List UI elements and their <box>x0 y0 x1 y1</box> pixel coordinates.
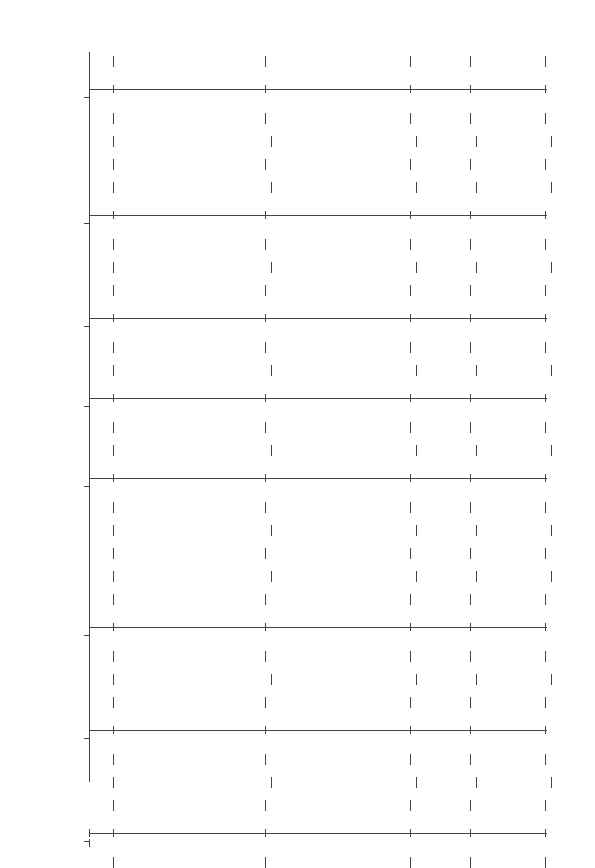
row-separator <box>89 318 547 319</box>
cell-border <box>271 365 272 376</box>
separator-tick <box>470 394 471 402</box>
cell-border <box>113 262 114 273</box>
cell-border <box>416 777 417 788</box>
cell-border <box>551 182 552 193</box>
cell-border <box>265 800 266 811</box>
cell-border <box>410 548 411 559</box>
cell-border <box>416 674 417 685</box>
separator-tick <box>113 474 114 482</box>
cell-border <box>113 651 114 662</box>
cell-border <box>545 502 546 513</box>
separator-tick <box>410 726 411 734</box>
separator-tick <box>410 474 411 482</box>
cell-border <box>416 262 417 273</box>
cell-border <box>470 159 471 170</box>
cell-border <box>265 754 266 765</box>
cell-border <box>271 777 272 788</box>
separator-tick <box>89 726 90 734</box>
cell-border <box>265 285 266 296</box>
separator-tick <box>89 211 90 219</box>
cell-border <box>271 136 272 147</box>
cell-border <box>410 342 411 353</box>
cell-border <box>265 422 266 433</box>
separator-tick <box>265 394 266 402</box>
separator-tick <box>470 829 471 837</box>
separator-tick <box>545 394 546 402</box>
cell-border <box>113 136 114 147</box>
cell-border <box>265 239 266 250</box>
cell-border <box>551 525 552 536</box>
cell-border <box>271 445 272 456</box>
cell-border <box>470 651 471 662</box>
cell-border <box>470 800 471 811</box>
cell-border <box>545 548 546 559</box>
cell-border <box>416 182 417 193</box>
cell-border <box>545 56 546 67</box>
cell-border <box>113 285 114 296</box>
cell-border <box>476 445 477 456</box>
cell-border <box>416 365 417 376</box>
separator-tick <box>470 211 471 219</box>
row-separator <box>89 215 547 216</box>
separator-corner-tick <box>89 839 90 847</box>
cell-border <box>545 159 546 170</box>
cell-border <box>271 674 272 685</box>
cell-border <box>410 239 411 250</box>
row-separator <box>89 833 547 834</box>
cell-border <box>113 182 114 193</box>
cell-border <box>410 754 411 765</box>
cell-border <box>551 777 552 788</box>
separator-tick <box>265 829 266 837</box>
separator-tick <box>89 85 90 93</box>
cell-border <box>545 422 546 433</box>
cell-border <box>545 800 546 811</box>
cell-border <box>410 697 411 708</box>
cell-border <box>113 525 114 536</box>
cell-border <box>113 697 114 708</box>
cell-border <box>113 674 114 685</box>
cell-border <box>551 674 552 685</box>
separator-tick <box>113 829 114 837</box>
separator-tick <box>470 623 471 631</box>
cell-border <box>545 342 546 353</box>
row-separator <box>89 89 547 90</box>
cell-border <box>265 342 266 353</box>
cell-border <box>470 342 471 353</box>
cell-border <box>476 777 477 788</box>
separator-tick <box>545 314 546 322</box>
cell-border <box>545 594 546 605</box>
cell-border <box>476 365 477 376</box>
separator-tick <box>410 85 411 93</box>
separator-tick <box>89 314 90 322</box>
separator-tick <box>545 726 546 734</box>
cell-border <box>271 571 272 582</box>
cell-border <box>470 113 471 124</box>
cell-border <box>551 365 552 376</box>
cell-border <box>410 159 411 170</box>
separator-tick <box>410 829 411 837</box>
cell-border <box>476 525 477 536</box>
separator-tick <box>470 85 471 93</box>
separator-tick <box>113 211 114 219</box>
separator-tick <box>410 394 411 402</box>
separator-tick <box>410 211 411 219</box>
cell-border <box>470 285 471 296</box>
separator-corner-tick <box>89 633 90 641</box>
separator-tick <box>470 474 471 482</box>
cell-border <box>113 571 114 582</box>
cell-border <box>551 571 552 582</box>
cell-border <box>470 857 471 868</box>
cell-border <box>113 445 114 456</box>
cell-border <box>113 422 114 433</box>
cell-border <box>545 285 546 296</box>
separator-tick <box>89 829 90 837</box>
separator-tick <box>265 85 266 93</box>
cell-border <box>410 285 411 296</box>
cell-border <box>265 502 266 513</box>
cell-border <box>265 113 266 124</box>
separator-tick <box>545 474 546 482</box>
separator-tick <box>89 474 90 482</box>
separator-corner-tick <box>89 484 90 492</box>
cell-border <box>416 136 417 147</box>
separator-tick <box>265 623 266 631</box>
cell-border <box>416 445 417 456</box>
cell-border <box>470 754 471 765</box>
separator-tick <box>410 623 411 631</box>
separator-corner-tick <box>89 736 90 744</box>
cell-border <box>545 857 546 868</box>
separator-tick <box>545 829 546 837</box>
cell-border <box>416 525 417 536</box>
separator-corner-tick <box>89 95 90 103</box>
separator-tick <box>113 394 114 402</box>
cell-border <box>545 239 546 250</box>
cell-border <box>545 697 546 708</box>
separator-corner-tick <box>89 324 90 332</box>
cell-border <box>265 56 266 67</box>
separator-tick <box>113 623 114 631</box>
separator-tick <box>410 314 411 322</box>
cell-border <box>470 502 471 513</box>
cell-border <box>416 571 417 582</box>
cell-border <box>271 182 272 193</box>
separator-tick <box>265 474 266 482</box>
cell-border <box>113 754 114 765</box>
cell-border <box>410 594 411 605</box>
separator-tick <box>545 85 546 93</box>
separator-tick <box>265 211 266 219</box>
cell-border <box>551 136 552 147</box>
cell-border <box>265 697 266 708</box>
cell-border <box>113 239 114 250</box>
cell-border <box>476 674 477 685</box>
row-separator <box>89 730 547 731</box>
cell-border <box>113 113 114 124</box>
cell-border <box>410 502 411 513</box>
separator-tick <box>470 314 471 322</box>
cell-border <box>476 136 477 147</box>
separator-tick <box>113 85 114 93</box>
cell-border <box>271 525 272 536</box>
cell-border <box>113 159 114 170</box>
cell-border <box>551 445 552 456</box>
separator-tick <box>89 394 90 402</box>
row-separator <box>89 478 547 479</box>
cell-border <box>410 113 411 124</box>
cell-border <box>113 502 114 513</box>
cell-border <box>410 800 411 811</box>
separator-tick <box>545 211 546 219</box>
cell-border <box>113 548 114 559</box>
separator-tick <box>265 726 266 734</box>
cell-border <box>265 159 266 170</box>
cell-border <box>410 56 411 67</box>
cell-border <box>113 800 114 811</box>
row-separator <box>89 398 547 399</box>
cell-border <box>470 56 471 67</box>
cell-border <box>265 594 266 605</box>
cell-border <box>476 182 477 193</box>
separator-corner-tick <box>89 404 90 412</box>
cell-border <box>551 262 552 273</box>
separator-tick <box>545 623 546 631</box>
cell-border <box>410 651 411 662</box>
cell-border <box>470 239 471 250</box>
cell-border <box>410 422 411 433</box>
cell-border <box>265 651 266 662</box>
separator-tick <box>470 726 471 734</box>
cell-border <box>113 56 114 67</box>
cell-border <box>545 113 546 124</box>
cell-border <box>470 422 471 433</box>
cell-border <box>113 857 114 868</box>
cell-border <box>410 857 411 868</box>
cell-border <box>271 262 272 273</box>
cell-border <box>476 262 477 273</box>
separator-tick <box>113 726 114 734</box>
cell-border <box>470 548 471 559</box>
cell-border <box>113 365 114 376</box>
cell-border <box>265 548 266 559</box>
cell-border <box>265 857 266 868</box>
cell-border <box>113 777 114 788</box>
cell-border <box>113 342 114 353</box>
cell-border <box>545 651 546 662</box>
cell-border <box>113 594 114 605</box>
separator-tick <box>113 314 114 322</box>
table-left-border <box>89 52 90 782</box>
separator-tick <box>89 623 90 631</box>
row-separator <box>89 627 547 628</box>
cell-border <box>470 594 471 605</box>
cell-border <box>545 754 546 765</box>
cell-border <box>476 571 477 582</box>
separator-tick <box>265 314 266 322</box>
cell-border <box>470 697 471 708</box>
separator-corner-tick <box>89 221 90 229</box>
